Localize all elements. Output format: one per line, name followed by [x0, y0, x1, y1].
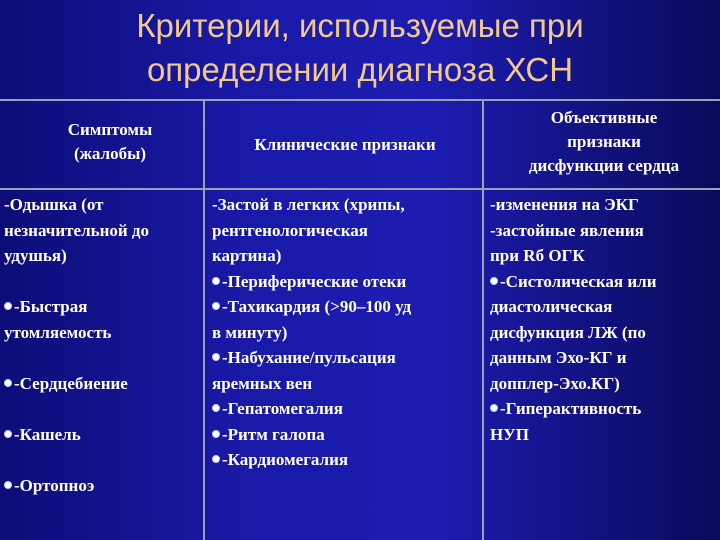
list-item [4, 218, 200, 244]
list-item-text: -Одышка (от [4, 195, 104, 214]
header-objective [490, 106, 718, 178]
header-symptoms-line-1: Симптомы [67, 120, 153, 139]
title-divider [0, 99, 720, 101]
clinical-signs-column [212, 192, 480, 473]
list-item [212, 371, 480, 397]
list-item [4, 192, 200, 218]
header-clinical-line-1: Клинические признаки [254, 135, 436, 154]
list-item-text: -изменения на ЭКГ [490, 195, 639, 214]
list-item [4, 243, 200, 269]
header-objective-line-3: дисфункции сердца [528, 156, 680, 175]
objective-signs-column [490, 192, 718, 447]
list-item [212, 447, 480, 473]
list-item-text: -Застой в легких (хрипы, [212, 195, 405, 214]
list-item-text: НУП [490, 424, 529, 444]
list-item [490, 371, 718, 397]
bullet-icon [4, 379, 12, 387]
bullet-icon [212, 302, 220, 310]
bullet-icon [490, 277, 498, 285]
list-item-text: -Ритм галопа [222, 424, 325, 444]
header-objective-line-1: Объективные [550, 108, 658, 127]
list-item [212, 294, 480, 320]
list-item-text: -Гиперактивность [500, 399, 642, 418]
header-symptoms-line-2: (жалобы) [73, 144, 147, 163]
list-item-text: при Rб ОГК [490, 246, 585, 265]
header-objective-line-2: признаки [567, 132, 641, 151]
list-item-text: дисфункция ЛЖ (по [490, 322, 646, 342]
list-item-text: данным Эхо-КГ и [490, 348, 627, 367]
list-item [212, 396, 480, 422]
list-item-text: -Ортопноэ [14, 475, 95, 495]
list-item-text: -Гепатомегалия [222, 399, 343, 418]
bullet-icon [212, 277, 220, 285]
bullet-icon [4, 430, 12, 438]
list-item-text: в минуту) [212, 322, 288, 342]
bullet-icon [212, 455, 220, 463]
symptoms-column [4, 192, 200, 498]
list-item [490, 269, 718, 295]
list-item [4, 371, 200, 397]
slide-title [0, 4, 720, 92]
spacer [4, 269, 200, 295]
bullet-icon [490, 404, 498, 412]
header-divider [0, 188, 720, 190]
list-item [490, 294, 718, 320]
list-item [212, 243, 480, 269]
list-item [490, 422, 718, 448]
list-item [212, 269, 480, 295]
list-item [490, 218, 718, 244]
list-item [4, 294, 200, 320]
list-item-text: -Кашель [14, 424, 81, 444]
header-clinical [210, 133, 480, 157]
bullet-icon [212, 353, 220, 361]
list-item-text: -Кардиомегалия [222, 450, 349, 469]
column-divider-2 [482, 100, 484, 540]
list-item [212, 320, 480, 346]
list-item-text: -застойные явления [490, 220, 644, 240]
list-item [490, 192, 718, 218]
title-line-2: определении диагноза ХСН [146, 51, 574, 88]
list-item [4, 422, 200, 448]
spacer [4, 447, 200, 473]
bullet-icon [4, 302, 12, 310]
list-item [490, 396, 718, 422]
list-item [490, 243, 718, 269]
list-item [212, 345, 480, 371]
list-item [212, 422, 480, 448]
bullet-icon [4, 481, 12, 489]
title-line-1: Критерии, используемые при [136, 7, 584, 44]
list-item [490, 345, 718, 371]
list-item-text: допплер-Эхо.КГ) [490, 373, 620, 393]
list-item-text: утомляемость [4, 322, 112, 342]
list-item [4, 320, 200, 346]
list-item [4, 473, 200, 499]
list-item-text: диастолическая [490, 297, 613, 316]
list-item [490, 320, 718, 346]
list-item-text: -Периферические отеки [222, 271, 407, 291]
list-item-text: -Быстрая [14, 297, 88, 316]
list-item-text: -Тахикардия (>90–100 уд [222, 297, 412, 316]
list-item-text: незначительной до [4, 220, 150, 240]
bullet-icon [212, 404, 220, 412]
list-item-text: -Систолическая или [500, 271, 657, 291]
list-item-text: -Сердцебиение [14, 373, 128, 393]
list-item-text: картина) [212, 246, 282, 265]
list-item-text: -Набухание/пульсация [222, 348, 396, 367]
list-item [212, 192, 480, 218]
header-symptoms [30, 118, 190, 166]
list-item-text: удушья) [4, 246, 67, 265]
column-divider-1 [203, 100, 205, 540]
spacer [4, 345, 200, 371]
list-item-text: рентгенологическая [212, 220, 368, 240]
spacer [4, 396, 200, 422]
list-item [212, 218, 480, 244]
bullet-icon [212, 430, 220, 438]
list-item-text: яремных вен [212, 373, 313, 393]
